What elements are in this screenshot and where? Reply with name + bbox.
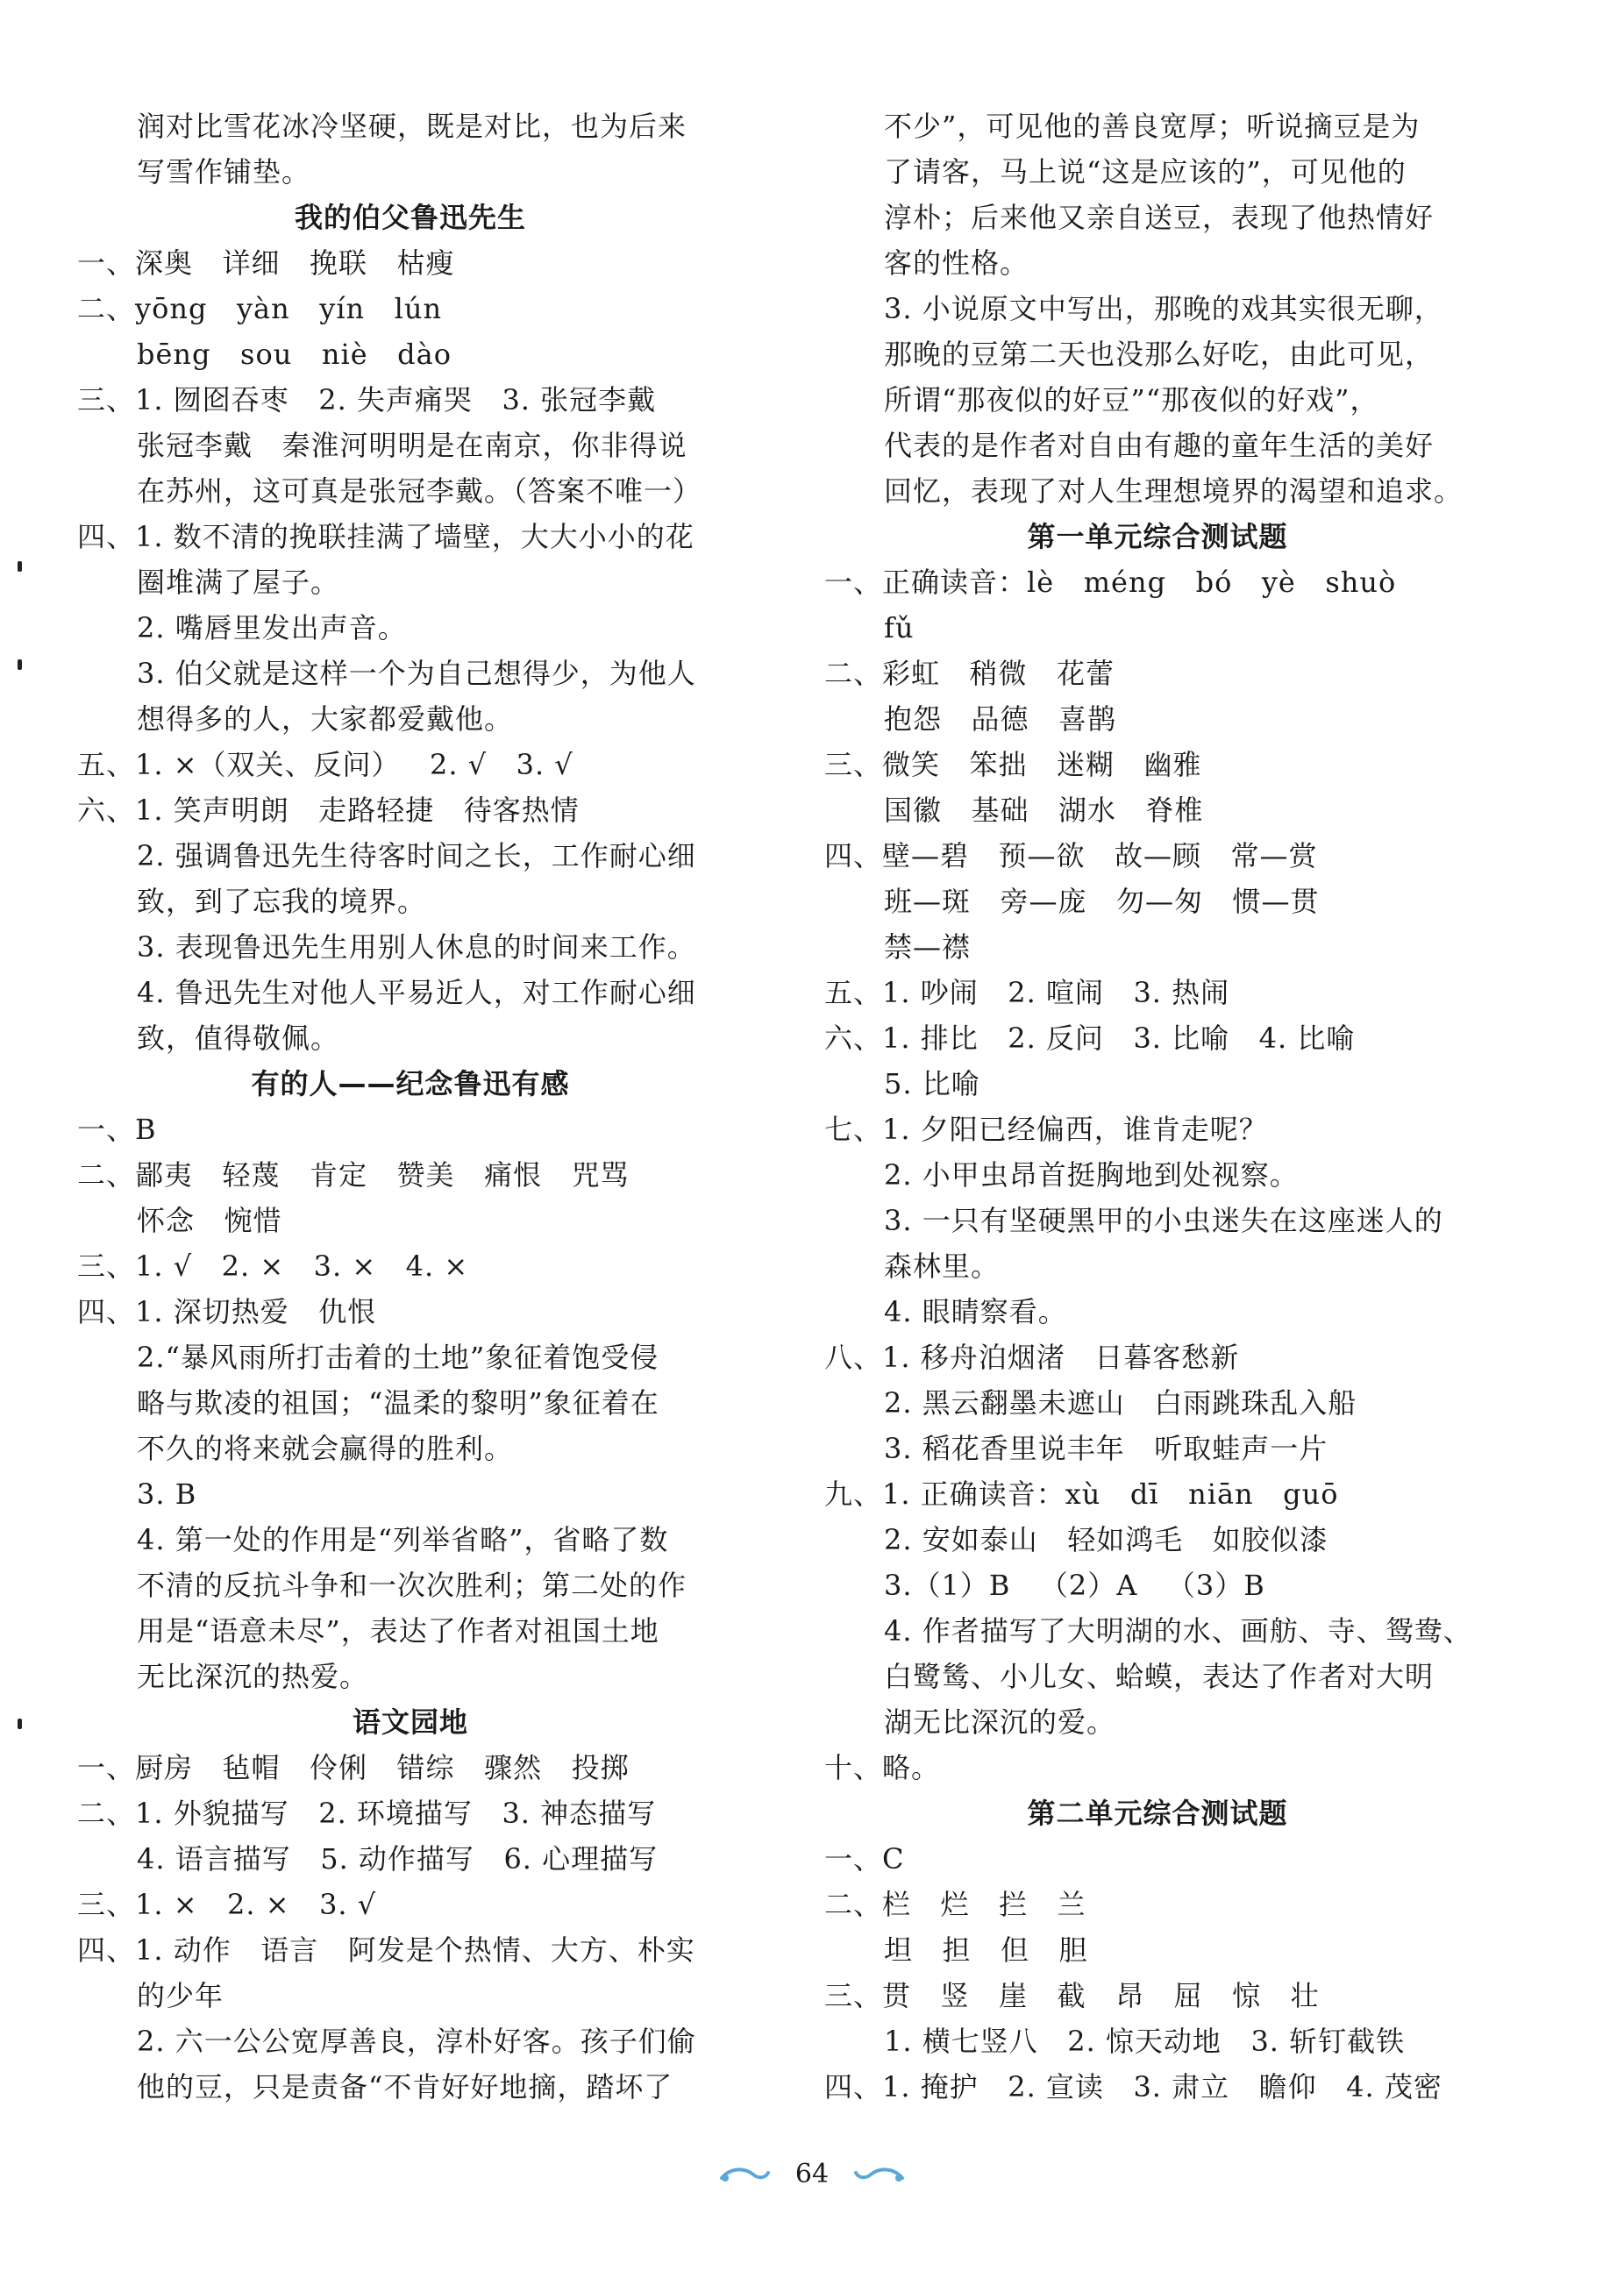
text-line: 4. 作者描写了大明湖的水、画舫、寺、鸳鸯、 [884,1614,1472,1648]
text-line: 班—斑 旁—庞 勿—匆 惯—贯 [884,885,1320,918]
text-line: 润对比雪花冰冷坚硬，既是对比，也为后来 [137,110,687,143]
text-line: 用是“语意未尽”，表达了作者对祖国土地 [137,1614,659,1648]
text-line: 1. 横七竖八 2. 惊天动地 3. 斩钉截铁 [884,2025,1406,2058]
text-line: 四、1. 动作 语言 阿发是个热情、大方、朴实 [77,1933,695,1967]
text-line: 致，值得敬佩。 [137,1022,340,1055]
margin-mark [18,561,22,572]
text-line: fǔ [884,611,915,644]
text-line: 不清的反抗斗争和一次次胜利；第二处的作 [137,1569,687,1602]
page-footer [0,2157,1624,2189]
text-line: 3. 稻花香里说丰年 听取蛙声一片 [884,1432,1328,1465]
text-line: 国徽 基础 湖水 脊椎 [884,794,1204,827]
text-line: 八、1. 移舟泊烟渚 日暮客愁新 [824,1341,1240,1374]
text-line: 所谓“那夜似的好豆”“那夜似的好戏”， [884,383,1379,416]
left-swirl-ornament [718,2162,771,2185]
text-line: 森林里。 [884,1249,1001,1283]
left-column [77,103,744,2110]
text-line: 致，到了忘我的境界。 [137,885,427,918]
text-line: 3. 表现鲁迅先生用别人休息的时间来工作。 [137,930,696,964]
text-line: 九、1. 正确读音：xù dī niān guō [824,1477,1339,1511]
text-line: 他的豆，只是责备“不肯好好地摘，踏坏了 [137,2070,673,2104]
text-line: 代表的是作者对自由有趣的童年生活的美好 [884,429,1435,462]
text-line: 四、1. 深切热爱 仇恨 [77,1295,377,1328]
text-line: 了请客，马上说“这是应该的”，可见他的 [884,155,1407,189]
text-line: 五、1. 吵闹 2. 喧闹 3. 热闹 [824,976,1230,1009]
text-line: 张冠李戴 秦淮河明明是在南京，你非得说 [137,429,687,462]
text-line: 在苏州，这可真是张冠李戴。（答案不唯一） [137,474,702,508]
section-heading: 我的伯父鲁迅先生 [294,201,526,234]
page-number: 64 [794,2158,830,2189]
text-line: 二、yōng yàn yín lún [77,292,443,325]
text-line: 二、栏 烂 拦 兰 [824,1888,1086,1921]
text-line: 略与欺凌的祖国；“温柔的黎明”象征着在 [137,1386,659,1420]
text-line: 一、C [824,1842,905,1876]
text-line: 十、略。 [824,1751,941,1784]
text-line: 的少年 [137,1979,224,2012]
text-line: 那晚的豆第二天也没那么好吃，由此可见， [884,338,1435,371]
margin-mark [18,1719,22,1729]
text-line: 三、1. × 2. × 3. √ [77,1888,377,1921]
section-heading: 第二单元综合测试题 [1027,1797,1288,1830]
text-line: 三、微笑 笨拙 迷糊 幽雅 [824,748,1202,781]
text-line: 四、1. 数不清的挽联挂满了墙壁，大大小小的花 [77,520,694,553]
text-line: 二、鄙夷 轻蔑 肯定 赞美 痛恨 咒骂 [77,1158,630,1192]
text-line: 想得多的人，大家都爱戴他。 [137,702,514,736]
text-line: 一、深奥 详细 挽联 枯瘦 [77,246,455,280]
text-line: 怀念 惋惜 [137,1204,282,1237]
text-line: 禁—襟 [884,930,972,964]
text-line: 白鹭鸶、小儿女、蛤蟆，表达了作者对大明 [884,1660,1435,1693]
text-line: 湖无比深沉的爱。 [884,1705,1116,1739]
text-line: 4. 鲁迅先生对他人平易近人，对工作耐心细 [137,976,696,1009]
text-line: 写雪作铺垫。 [137,155,311,189]
text-line: 2. 强调鲁迅先生待客时间之长，工作耐心细 [137,839,696,872]
text-line: 4. 第一处的作用是“列举省略”，省略了数 [137,1523,669,1556]
text-line: 四、壁—碧 预—欲 故—顾 常—赏 [824,839,1318,872]
text-line: 三、贯 竖 崖 截 昂 屈 惊 壮 [824,1979,1320,2012]
text-line: 2. 小甲虫昂首挺胸地到处视察。 [884,1158,1299,1192]
section-heading: 有的人——纪念鲁迅有感 [251,1067,570,1100]
text-line: 3.（1）B （2）A （3）B [884,1569,1265,1602]
text-line: 一、厨房 毡帽 伶俐 错综 骤然 投掷 [77,1751,630,1784]
text-line: 抱怨 品德 喜鹊 [884,702,1117,736]
text-line: 无比深沉的热爱。 [137,1660,369,1693]
text-line: 4. 眼睛察看。 [884,1295,1067,1328]
text-line: 一、B [77,1113,157,1146]
text-line: 七、1. 夕阳已经偏西，谁肯走呢？ [824,1113,1268,1146]
text-line: 3. B [137,1477,197,1511]
text-line: 二、彩虹 稍微 花蕾 [824,657,1115,690]
text-line: 3. 伯父就是这样一个为自己想得少，为他人 [137,657,696,690]
text-line: 不久的将来就会赢得的胜利。 [137,1432,514,1465]
text-line: 三、1. 囫囵吞枣 2. 失声痛哭 3. 张冠李戴 [77,383,657,416]
text-line: bēng sou niè dào [137,338,452,371]
text-line: 2.“暴风雨所打击着的土地”象征着饱受侵 [137,1341,659,1374]
text-line: 一、正确读音：lè méng bó yè shuò [824,566,1397,599]
text-line: 3. 小说原文中写出，那晚的戏其实很无聊， [884,292,1443,325]
text-line: 回忆，表现了对人生理想境界的渴望和追求。 [884,474,1464,508]
text-line: 4. 语言描写 5. 动作描写 6. 心理描写 [137,1842,659,1876]
text-line: 坦 担 但 胆 [884,1933,1088,1967]
text-line: 淳朴；后来他又亲自送豆，表现了他热情好 [884,201,1435,234]
text-line: 六、1. 排比 2. 反问 3. 比喻 4. 比喻 [824,1022,1356,1055]
section-heading: 语文园地 [352,1705,468,1739]
margin-mark [18,659,22,670]
section-heading: 第一单元综合测试题 [1027,520,1288,553]
text-line: 六、1. 笑声明朗 走路轻捷 待客热情 [77,794,580,827]
text-line: 2. 六一公公宽厚善良，淳朴好客。孩子们偷 [137,2025,696,2058]
text-line: 三、1. √ 2. × 3. × 4. × [77,1249,469,1283]
text-line: 2. 黑云翻墨未遮山 白雨跳珠乱入船 [884,1386,1357,1420]
text-line: 五、1. ×（双关、反问） 2. √ 3. √ [77,748,573,781]
right-swirl-ornament [853,2162,906,2185]
text-line: 四、1. 掩护 2. 宣读 3. 肃立 瞻仰 4. 茂密 [824,2070,1442,2104]
text-line: 2. 嘴唇里发出声音。 [137,611,407,644]
text-line: 3. 一只有坚硬黑甲的小虫迷失在这座迷人的 [884,1204,1443,1237]
text-line: 二、1. 外貌描写 2. 环境描写 3. 神态描写 [77,1797,657,1830]
text-line: 5. 比喻 [884,1067,980,1100]
text-line: 2. 安如泰山 轻如鸿毛 如胶似漆 [884,1523,1328,1556]
text-line: 客的性格。 [884,246,1029,280]
text-line: 圈堆满了屋子。 [137,566,340,599]
text-line: 不少”，可见他的善良宽厚；听说摘豆是为 [884,110,1421,143]
right-column [824,103,1491,2110]
